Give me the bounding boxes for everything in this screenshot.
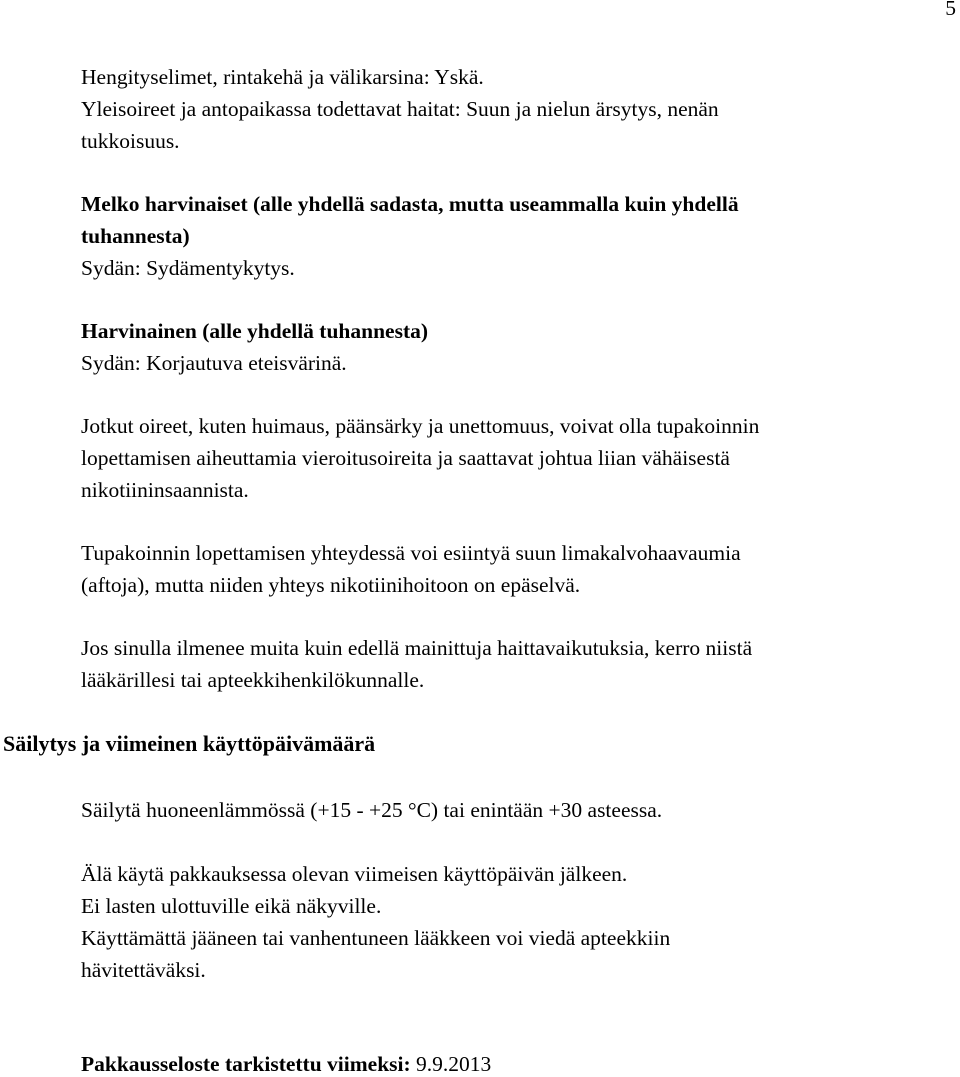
text-line: Sydän: Sydämentykytys.	[81, 256, 295, 280]
section-heading: Säilytys ja viimeinen käyttöpäivämäärä	[3, 731, 376, 756]
text-line: Jos sinulla ilmenee muita kuin edellä mainittuja haittavaikutuksia, kerro niistä	[81, 636, 753, 660]
text-line: tukkoisuus.	[81, 129, 180, 153]
frequency-heading: Harvinainen (alle yhdellä tuhannesta)	[81, 319, 429, 343]
text-line: Käyttämättä jääneen tai vanhentuneen lääkkeen voi viedä apteekkiin	[81, 926, 671, 950]
text-line: Tupakoinnin lopettamisen yhteydessä voi esiintyä suun limakalvohaavaumia	[81, 541, 741, 565]
frequency-heading: tuhannesta)	[81, 224, 190, 248]
text-line: Älä käytä pakkauksessa olevan viimeisen käyttöpäivän jälkeen.	[81, 862, 628, 886]
text-line: Jotkut oireet, kuten huimaus, päänsärky ja unettomuus, voivat olla tupakoinnin	[81, 414, 760, 438]
text-line: Hengityselimet, rintakehä ja välikarsina: Yskä.	[81, 65, 484, 89]
text-line: Sydän: Korjautuva eteisvärinä.	[81, 351, 347, 375]
text-line: lääkärillesi tai apteekkihenkilökunnalle.	[81, 668, 425, 692]
text-line: hävitettäväksi.	[81, 958, 206, 982]
frequency-heading: Melko harvinaiset (alle yhdellä sadasta, mutta useammalla kuin yhdellä	[81, 192, 739, 216]
revision-date: 9.9.2013	[416, 1052, 492, 1076]
text-line: (aftoja), mutta niiden yhteys nikotiinihoitoon on epäselvä.	[81, 573, 581, 597]
page-number: 5	[945, 0, 956, 20]
text-line: Yleisoireet ja antopaikassa todettavat haitat: Suun ja nielun ärsytys, nenän	[81, 97, 719, 121]
revision-line	[81, 1051, 491, 1077]
text-line: lopettamisen aiheuttamia vieroitusoireita ja saattavat johtua liian vähäisestä	[81, 446, 730, 470]
text-line: Ei lasten ulottuville eikä näkyville.	[81, 894, 382, 918]
text-line: nikotiininsaannista.	[81, 478, 249, 502]
revision-label: Pakkausseloste tarkistettu viimeksi:	[81, 1052, 411, 1076]
text-line: Säilytä huoneenlämmössä (+15 - +25 °C) tai enintään +30 asteessa.	[81, 798, 663, 822]
